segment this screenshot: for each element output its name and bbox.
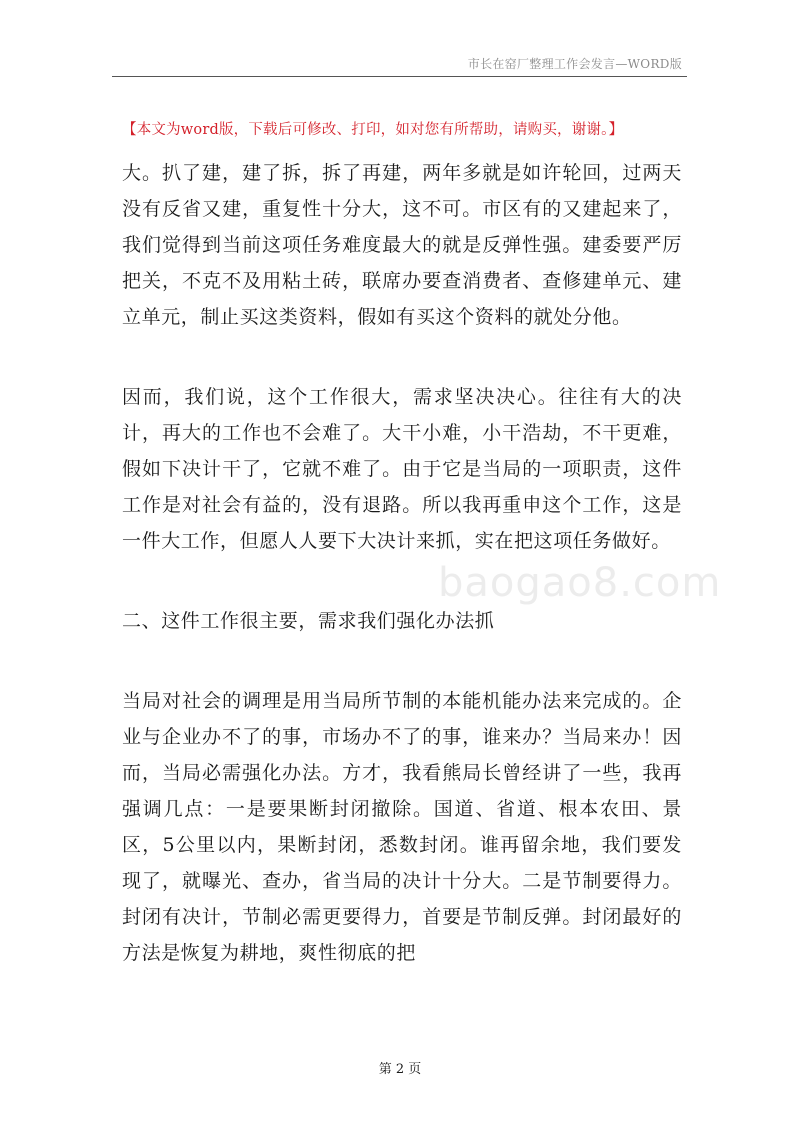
document-header-title: 市长在窑厂整理工作会发言—WORD版 [467,57,682,71]
watermark: baogao8.com [438,560,722,606]
header-divider [112,76,687,77]
paragraph-2: 因而，我们说，这个工作很大，需求坚决决心。往往有大的决计，再大的工作也不会难了。大干小难，小干浩劫，不干更难，假如下决计干了，它就不难了。由于它是当局的一项职责，这件工作是对社会有益的，没有退路。所以我再重申这个工作，这是一件大工作，但愿人人要下大决计来抓，实在把这项任务做好。 [122,386,682,552]
download-notice: 【本文为word版，下载后可修改、打印，如对您有所帮助，请购买，谢谢。】 [122,122,624,138]
section-heading: 二、这件工作很主要，需求我们强化办法抓 [122,610,495,632]
page-number: 第 2 页 [378,1062,422,1077]
paragraph-1: 大。扒了建，建了拆，拆了再建，两年多就是如许轮回，过两天没有反省又建，重复性十分大，这不可。市区有的又建起来了，我们觉得到当前这项任务难度最大的就是反弹性强。建委要严厉把关，不克不及用粘土砖，联席办要查消费者、查修建单元、建立单元，制止买这类资料，假如有买这个资料的就处分他。 [122,162,682,328]
paragraph-3: 当局对社会的调理是用当局所节制的本能机能办法来完成的。企业与企业办不了的事，市场办不了的事，谁来办？当局来办！因而，当局必需强化办法。方才，我看熊局长曾经讲了一些，我再强调几点：一是要果断封闭撤除。国道、省道、根本农田、景区，5公里以内，果断封闭，悉数封闭。谁再留余地，我们要发现了，就曝光、查办，省当局的决计十分大。二是节制要得力。封闭有决计，节制必需更要得力，首要是节制反弹。封闭最好的方法是恢复为耕地，爽性彻底的把 [122,690,682,964]
document-body [122,155,682,971]
